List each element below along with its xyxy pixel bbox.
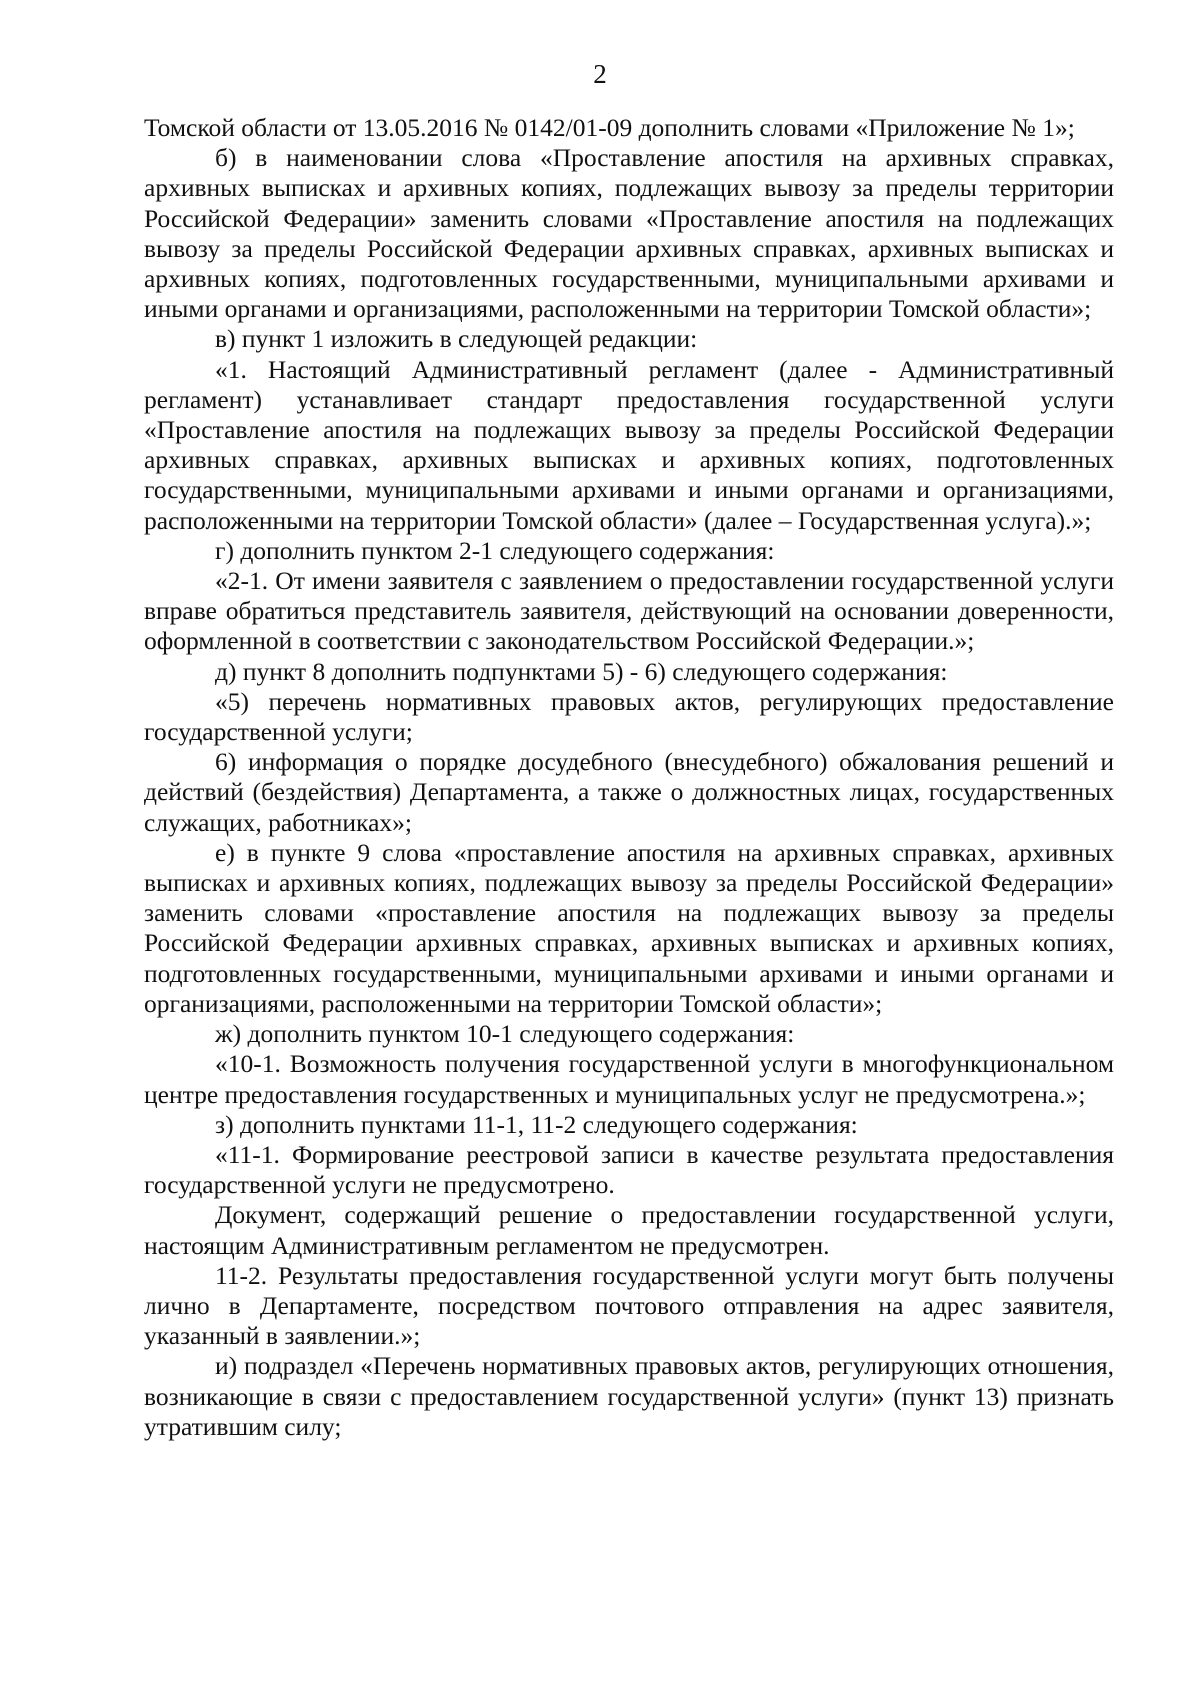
paragraph-v: в) пункт 1 изложить в следующей редакции:: [215, 324, 698, 354]
paragraph-item-11-1: «11-1. Формирование реестровой записи в качестве результата предоставления государственной услуги не предусмотрено.: [144, 1139, 1114, 1200]
paragraph-document: Документ, содержащий решение о предоставлении государственной услуги, настоящим Административным регламентом не предусмотрен.: [144, 1200, 1114, 1260]
paragraph-z: з) дополнить пунктами 11-1, 11-2 следующего содержания:: [215, 1109, 858, 1139]
paragraph-i: и) подраздел «Перечень нормативных правовых актов, регулирующих отношения, возникающие в связи с предоставлением государственной услуги» (пункт 13) признать утратившим силу;: [144, 1351, 1114, 1441]
paragraph-d: д) пункт 8 дополнить подпунктами 5) - 6) следующего содержания:: [215, 656, 948, 686]
page-number: 2: [593, 59, 607, 89]
paragraph-subitem-6: 6) информация о порядке досудебного (внесудебного) обжалования решений и действий (бездействия) Департамента, а также о должностных лицах, государственных служащих, работниках»;: [144, 747, 1114, 837]
paragraph-item-1: «1. Настоящий Административный регламент (далее - Административный регламент) устанавливает стандарт предоставления государственной услуги «Проставление апостиля на подлежащих вывозу за пределы Российской Федерации архивных справках, архивных выписках и архивных копиях, подготовленных государственными, муниципальными архивами и иными органами и организациями, расположенными на территории Томской области» (далее – Государственная услуга).»;: [144, 354, 1114, 535]
paragraph-zh: ж) дополнить пунктом 10-1 следующего содержания:: [215, 1019, 795, 1049]
paragraph-item-2-1: «2-1. От имени заявителя с заявлением о предоставлении государственной услуги вправе обратиться представитель заявителя, действующий на основании доверенности, оформленной в соответствии с законодательством Российской Федерации.»;: [144, 566, 1114, 656]
paragraph-item-11-2: 11-2. Результаты предоставления государственной услуги могут быть получены лично в Департаменте, посредством почтового отправления на адрес заявителя, указанный в заявлении.»;: [144, 1260, 1114, 1351]
paragraph-continuation: Томской области от 13.05.2016 № 0142/01-09 дополнить словами «Приложение № 1»;: [144, 113, 1075, 142]
paragraph-subitem-5: «5) перечень нормативных правовых актов, регулирующих предоставление государственной услуги;: [144, 686, 1114, 747]
document-body: [144, 113, 1114, 1442]
paragraph-e: е) в пункте 9 слова «проставление апостиля на архивных справках, архивных выписках и архивных копиях, подлежащих вывозу за пределы Российской Федерации» заменить словами «проставление апостиля на подлежащих вывозу за пределы Российской Федерации архивных справках, архивных выписках и архивных копиях, подготовленных государственными, муниципальными архивами и иными органами и организациями, расположенными на территории Томской области»;: [144, 837, 1114, 1018]
paragraph-item-10-1: «10-1. Возможность получения государственной услуги в многофункциональном центре предоставления государственных и муниципальных услуг не предусмотрена.»;: [144, 1049, 1114, 1109]
paragraph-g: г) дополнить пунктом 2-1 следующего содержания:: [215, 535, 775, 565]
paragraph-b: б) в наименовании слова «Проставление апостиля на архивных справках, архивных выписках и архивных копиях, подлежащих вывозу за пределы территории Российской Федерации» заменить словами «Проставление апостиля на подлежащих вывозу за пределы Российской Федерации архивных справках, архивных выписках и архивных копиях, подготовленных государственными, муниципальными архивами и иными органами и организациями, расположенными на территории Томской области»;: [144, 143, 1114, 324]
